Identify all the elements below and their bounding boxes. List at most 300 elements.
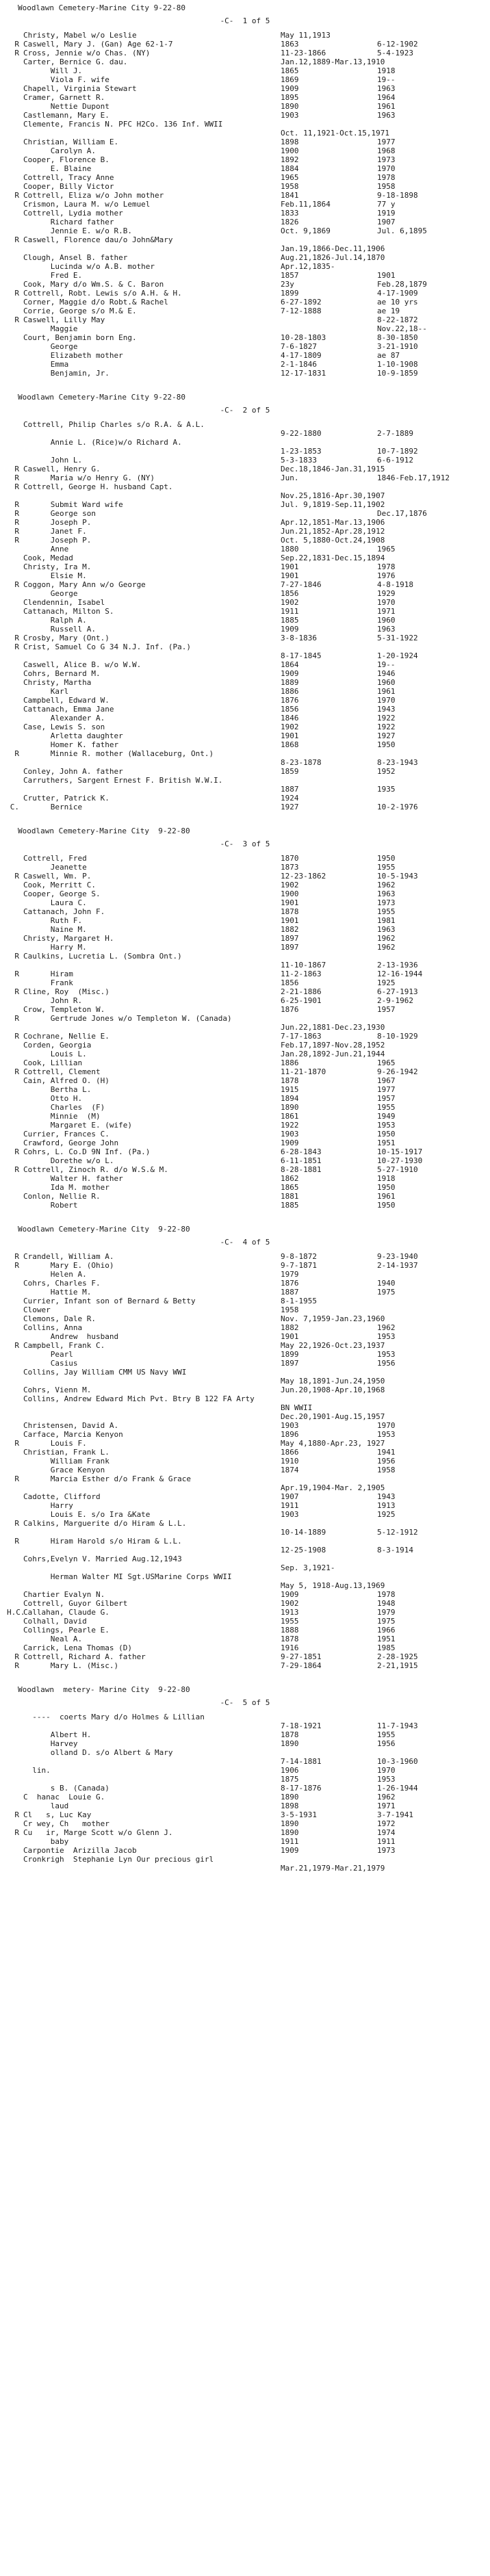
date-column-2: Dec.17,1876 <box>377 508 427 518</box>
date-column-1: 2-21-1886 <box>281 987 322 996</box>
date-column-1: 12-25-1908 <box>281 1545 326 1554</box>
date-column-1: 1873 <box>281 862 299 872</box>
name-text: Caswell, Mary J. (Gan) Age 62-1-7 <box>23 39 173 49</box>
date-column-2: 1943 <box>377 704 396 714</box>
date-column-2: 1-26-1944 <box>377 1783 418 1793</box>
date-column-2: 5-27-1910 <box>377 1165 418 1174</box>
burial-entry-row <box>7 1130 483 1139</box>
date-column-1: Feb.11,1864 <box>281 199 331 209</box>
name-text: Corrie, George s/o M.& E. <box>23 306 137 315</box>
burial-entry-row <box>7 759 483 768</box>
date-column-2: 2-21,1915 <box>377 1661 418 1670</box>
date-column-2: 1962 <box>377 1792 396 1801</box>
date-column-1: 1902 <box>281 597 299 607</box>
record-mark: R <box>14 1165 19 1174</box>
date-column-2: 5-12-1912 <box>377 1527 418 1537</box>
date-column-1: 1900 <box>281 889 299 898</box>
burial-entry-row <box>7 1253 483 1262</box>
date-column-1: 1882 <box>281 924 299 934</box>
date-column-2: 1971 <box>377 606 396 616</box>
name-text: s B. (Canada) <box>23 1783 109 1793</box>
date-column-1: 8-1-1955 <box>281 1296 317 1305</box>
name-text: Castlemann, Mary E. <box>23 110 109 120</box>
name-text: Crist, Samuel Co G 34 N.J. Inf. (Pa.) <box>23 642 192 651</box>
burial-entry-row <box>7 492 483 501</box>
burial-entry-row <box>7 1493 483 1502</box>
date-column-1: 1909 <box>281 1845 299 1855</box>
name-text: Cross, Jennie w/o Chas. (NY) <box>23 48 151 57</box>
name-text: Casius <box>23 1358 78 1368</box>
record-mark: R <box>14 1013 19 1023</box>
date-column-1: 1913 <box>281 1607 299 1617</box>
date-column-2: 8-30-1850 <box>377 333 418 342</box>
record-mark: R <box>14 499 19 509</box>
date-column-2: 1975 <box>377 1616 396 1626</box>
burial-entry-row <box>7 1201 483 1210</box>
burial-entry-row <box>7 732 483 741</box>
name-text: Cr wey, Ch mother <box>23 1819 109 1828</box>
name-text: Jeanette <box>23 862 87 872</box>
burial-entry-row <box>7 608 483 616</box>
burial-entry-row <box>7 688 483 697</box>
burial-entry-row <box>7 1095 483 1104</box>
name-text: Harry M. <box>23 942 87 952</box>
date-column-2: 1965 <box>377 544 396 554</box>
date-column-2: 1962 <box>377 880 396 889</box>
date-column-1: Nov.25,1816-Apr.30,1907 <box>281 491 385 500</box>
burial-entry-row <box>7 890 483 899</box>
date-column-1: 1906 <box>281 1765 299 1775</box>
date-column-1: 1979 <box>281 1269 299 1279</box>
date-column-2: 10-2-1976 <box>377 802 418 811</box>
burial-entry-row <box>7 138 483 147</box>
date-column-2: 4-17-1909 <box>377 288 418 298</box>
name-text: olland D. s/o Albert & Mary <box>23 1747 173 1757</box>
date-column-2: 9-26-1942 <box>377 1067 418 1076</box>
date-column-2: 10-15-1917 <box>377 1147 423 1156</box>
burial-entry-row <box>7 794 483 803</box>
date-column-1: 1902 <box>281 722 299 731</box>
burial-entry-row <box>7 1032 483 1041</box>
date-column-1: 1885 <box>281 1200 299 1210</box>
burial-entry-row <box>7 863 483 872</box>
date-column-2: 1925 <box>377 978 396 987</box>
record-mark: R <box>14 473 19 482</box>
burial-entry-row <box>7 263 483 272</box>
date-column-1: 1857 <box>281 270 299 280</box>
section-spacer <box>7 1671 483 1682</box>
burial-entry-row <box>7 590 483 599</box>
record-mark: R <box>14 1438 19 1448</box>
burial-entry-row <box>7 209 483 218</box>
date-column-1: Jun.22,1881-Dec.23,1930 <box>281 1022 385 1032</box>
record-mark: H.C. <box>7 1607 25 1617</box>
name-text: Helen A. <box>23 1269 87 1279</box>
date-column-2: 1958 <box>377 1465 396 1474</box>
date-column-2: 8-10-1929 <box>377 1031 418 1041</box>
burial-entry-row <box>7 661 483 670</box>
name-text: Chapell, Virginia Stewart <box>23 83 137 93</box>
date-column-2: 6-6-1912 <box>377 455 413 465</box>
date-column-1: 1911 <box>281 606 299 616</box>
burial-entry-row <box>7 120 483 129</box>
burial-entry-row <box>7 803 483 812</box>
burial-entry-row <box>7 741 483 750</box>
date-column-1: 1887 <box>281 784 299 794</box>
date-column-1: 1909 <box>281 1138 299 1147</box>
date-column-1: 1885 <box>281 615 299 625</box>
date-column-2: 1970 <box>377 1765 396 1775</box>
name-text: Cochrane, Nellie E. <box>23 1031 109 1041</box>
date-column-1: 1886 <box>281 686 299 696</box>
date-column-2: ae 87 <box>377 350 400 360</box>
record-mark: R <box>14 871 19 881</box>
burial-entry-row <box>7 254 483 263</box>
name-text: Cattanach, Milton S. <box>23 606 114 616</box>
name-text: Hiram <box>23 969 73 978</box>
date-column-2: 1-20-1924 <box>377 651 418 660</box>
date-column-1: 11-21-1870 <box>281 1067 326 1076</box>
record-mark: R <box>14 1260 19 1270</box>
date-column-2: 1846-Feb.17,1912 <box>377 473 450 482</box>
section-spacer <box>7 812 483 823</box>
name-text: Mary E. (Ohio) <box>23 1260 114 1270</box>
name-text: Minnie (M) <box>23 1111 101 1121</box>
name-text: Cohrs, Vienn M. <box>23 1385 92 1394</box>
name-text: Hattie M. <box>23 1287 92 1297</box>
name-text: Robert <box>23 1200 78 1210</box>
date-column-2: 1968 <box>377 146 396 155</box>
burial-entry-row <box>7 483 483 492</box>
burial-entry-row <box>7 1166 483 1175</box>
date-column-1: 9-27-1851 <box>281 1652 322 1661</box>
burial-entry-row <box>7 369 483 378</box>
burial-entry-row <box>7 1431 483 1440</box>
date-column-2: 1957 <box>377 1093 396 1103</box>
name-text: George <box>23 588 78 598</box>
burial-entry-row <box>7 227 483 236</box>
burial-entry-row <box>7 1555 483 1564</box>
date-column-1: 7-6-1827 <box>281 341 317 351</box>
name-text: Crow, Templeton W. <box>23 1004 105 1014</box>
burial-entry-row <box>7 439 483 447</box>
burial-entry-row <box>7 1342 483 1351</box>
burial-entry-row <box>7 697 483 705</box>
date-column-1: 7-29-1864 <box>281 1661 322 1670</box>
name-text: Elizabeth mother <box>23 350 123 360</box>
name-text: Carpontie Arizilla Jacob <box>23 1845 137 1855</box>
burial-entry-row <box>7 200 483 209</box>
date-column-1: Apr.12,1851-Mar.13,1906 <box>281 517 385 527</box>
burial-entry-row <box>7 1775 483 1784</box>
date-column-2: 1957 <box>377 1004 396 1014</box>
date-column-1: 1958 <box>281 1305 299 1314</box>
date-column-2: 1970 <box>377 164 396 173</box>
date-column-1: 1833 <box>281 208 299 218</box>
name-text: Collins, Jay William CMM US Navy WWI <box>23 1367 187 1377</box>
burial-entry-row <box>7 94 483 103</box>
date-column-2: 1950 <box>377 1129 396 1139</box>
date-column-1: 9-7-1871 <box>281 1260 317 1270</box>
date-column-2: 1961 <box>377 101 396 111</box>
burial-entry-row <box>7 1262 483 1271</box>
name-text: Grace Kenyon <box>23 1465 105 1474</box>
date-column-1: 9-8-1872 <box>281 1251 317 1261</box>
burial-entry-row <box>7 705 483 714</box>
date-column-2: 1922 <box>377 722 396 731</box>
date-column-2: 1953 <box>377 1331 396 1341</box>
name-text: Cu ir, Marge Scott w/o Glenn J. <box>23 1827 173 1837</box>
name-text: Calkins, Marguerite d/o Hiram & L.L. <box>23 1518 187 1528</box>
burial-entry-row <box>7 997 483 1006</box>
date-column-2: 1958 <box>377 181 396 191</box>
burial-entry-row <box>7 421 483 430</box>
date-column-1: 7-12-1888 <box>281 306 322 315</box>
record-mark: R <box>14 987 19 996</box>
burial-entry-row <box>7 1440 483 1448</box>
burial-entry-row <box>7 1077 483 1086</box>
burial-entry-row <box>7 1829 483 1838</box>
name-text: Caswell, Florence dau/o John&Mary <box>23 235 173 244</box>
burial-entry-row <box>7 1193 483 1201</box>
section-spacer <box>7 378 483 389</box>
date-column-1: 1864 <box>281 660 299 669</box>
name-text: Cattanach, Emma Jane <box>23 704 114 714</box>
burial-entry-row <box>7 147 483 156</box>
date-column-2: Feb.28,1879 <box>377 279 427 289</box>
burial-entry-row <box>7 1121 483 1130</box>
date-column-1: 3-5-1931 <box>281 1810 317 1819</box>
date-column-2: 1953 <box>377 1429 396 1439</box>
burial-entry-row <box>7 917 483 926</box>
name-text: Currier, Infant son of Bernard & Betty <box>23 1296 196 1305</box>
name-text: Walter H. father <box>23 1173 123 1183</box>
name-text: Fred E. <box>23 270 83 280</box>
burial-entry-row <box>7 447 483 456</box>
burial-entry-row <box>7 881 483 890</box>
burial-entry-row <box>7 192 483 200</box>
name-text: Ruth F. <box>23 915 83 925</box>
burial-entry-row <box>7 1457 483 1466</box>
date-column-1: 7-17-1863 <box>281 1031 322 1041</box>
name-text: Caulkins, Lucretia L. (Sombra Ont.) <box>23 951 182 961</box>
date-column-2: 1962 <box>377 933 396 943</box>
name-text: Colhall, David <box>23 1616 87 1626</box>
name-text: Mary L. (Misc.) <box>23 1661 119 1670</box>
name-text: Louis L. <box>23 1049 87 1058</box>
burial-entry-row <box>7 519 483 528</box>
burial-entry-row <box>7 1564 483 1573</box>
date-column-1: 1869 <box>281 75 299 84</box>
name-text: Collings, Pearle E. <box>23 1625 109 1635</box>
date-column-1: Jan.28,1892-Jun.21,1944 <box>281 1049 385 1058</box>
name-text: Crismon, Laura M. w/o Lemuel <box>23 199 151 209</box>
date-column-2: 1948 <box>377 1598 396 1608</box>
date-column-2: 1961 <box>377 686 396 696</box>
date-column-1: 8-28-1881 <box>281 1165 322 1174</box>
burial-entry-row <box>7 1315 483 1324</box>
date-column-1: 1876 <box>281 1278 299 1288</box>
record-mark: R <box>14 517 19 527</box>
date-column-1: 10-14-1889 <box>281 1527 326 1537</box>
date-column-1: Jan.19,1866-Dec.11,1906 <box>281 244 385 253</box>
name-text: Cottrell, Zinoch R. d/o W.S.& M. <box>23 1165 168 1174</box>
burial-entry-row <box>7 1448 483 1457</box>
name-text: Cooper, Florence B. <box>23 155 109 164</box>
name-text: George <box>23 341 78 351</box>
burial-entry-row <box>7 174 483 183</box>
burial-entry-row <box>7 1386 483 1395</box>
burial-entry-row <box>7 1324 483 1333</box>
name-text: Currier, Frances C. <box>23 1129 109 1139</box>
date-column-2: 1962 <box>377 942 396 952</box>
record-mark: R <box>14 48 19 57</box>
burial-entry-row <box>7 1475 483 1484</box>
date-column-2: 1963 <box>377 624 396 634</box>
name-text: Campbell, Frank C. <box>23 1340 105 1350</box>
date-column-1: 11-2-1863 <box>281 969 322 978</box>
date-column-1: 9-22-1880 <box>281 428 322 438</box>
record-mark: R <box>14 288 19 298</box>
date-column-1: 1890 <box>281 1819 299 1828</box>
name-text: Caswell, Henry G. <box>23 464 101 473</box>
burial-entry-row <box>7 944 483 952</box>
burial-entry-row <box>7 218 483 227</box>
name-text: William Frank <box>23 1456 109 1466</box>
date-column-2: 9-23-1940 <box>377 1251 418 1261</box>
burial-entry-row <box>7 352 483 361</box>
date-column-2: 1976 <box>377 571 396 580</box>
date-column-2: 1963 <box>377 110 396 120</box>
date-column-2: 10-27-1930 <box>377 1156 423 1165</box>
date-column-1: 1924 <box>281 793 299 803</box>
burial-entry-row <box>7 1395 483 1404</box>
date-column-2: 1977 <box>377 1084 396 1094</box>
date-column-2: 1950 <box>377 1200 396 1210</box>
burial-entry-row <box>7 1713 483 1722</box>
date-column-2: 1919 <box>377 208 396 218</box>
burial-entry-row <box>7 1279 483 1288</box>
name-text: Louis E. s/o Ira &Kate <box>23 1509 151 1519</box>
date-column-2: 1963 <box>377 924 396 934</box>
burial-entry-row <box>7 1139 483 1148</box>
name-text: Crandell, William A. <box>23 1251 114 1261</box>
burial-entry-row <box>7 129 483 138</box>
date-column-1: Apr.12,1835- <box>281 261 335 271</box>
page-number-mark: -C- 3 of 5 <box>220 839 270 848</box>
date-column-2: 1974 <box>377 1827 396 1837</box>
record-mark: R <box>14 1827 19 1837</box>
burial-entry-row <box>7 970 483 979</box>
date-column-1: 1909 <box>281 624 299 634</box>
burial-entry-row <box>7 926 483 935</box>
burial-entry-row <box>7 1059 483 1068</box>
date-column-1: 1901 <box>281 731 299 740</box>
burial-entry-row <box>7 1520 483 1528</box>
name-text: Cline, Roy (Misc.) <box>23 987 109 996</box>
name-text: Ida M. mother <box>23 1182 109 1192</box>
burial-entry-row <box>7 1041 483 1050</box>
record-mark: R <box>14 526 19 536</box>
date-column-1: BN WWII <box>281 1403 313 1412</box>
record-mark: R <box>14 1536 19 1546</box>
date-column-1: 1903 <box>281 1420 299 1430</box>
date-column-2: 1975 <box>377 1287 396 1297</box>
burial-entry-row <box>7 1528 483 1537</box>
burial-entry-row <box>7 952 483 961</box>
date-column-2: 1978 <box>377 562 396 571</box>
date-column-1: 1841 <box>281 190 299 200</box>
date-column-1: 1861 <box>281 1111 299 1121</box>
record-mark: R <box>14 315 19 324</box>
burial-entry-row <box>7 1271 483 1279</box>
name-text: Christy, Martha <box>23 677 92 687</box>
name-text: Minnie R. mother (Wallaceburg, Ont.) <box>23 749 214 758</box>
burial-entry-row <box>7 501 483 510</box>
burial-entry-row <box>7 1537 483 1546</box>
burial-entry-row <box>7 1024 483 1032</box>
name-text: Corden, Georgia <box>23 1040 92 1050</box>
burial-entry-row <box>7 334 483 343</box>
date-column-2: 2-7-1889 <box>377 428 413 438</box>
burial-entry-row <box>7 1609 483 1617</box>
burial-entry-row <box>7 1068 483 1077</box>
date-column-1: 6-27-1892 <box>281 297 322 307</box>
date-column-1: 1890 <box>281 1827 299 1837</box>
burial-entry-row <box>7 536 483 545</box>
date-column-1: 1846 <box>281 713 299 723</box>
page-header: Woodlawn Cemetery-Marine City 9-22-80 <box>18 3 186 12</box>
name-text: Carolyn A. <box>23 146 96 155</box>
burial-entry-row <box>7 465 483 474</box>
name-text: John L. <box>23 455 83 465</box>
date-column-1: 1890 <box>281 101 299 111</box>
date-column-1: 1895 <box>281 92 299 102</box>
record-mark: R <box>14 39 19 49</box>
date-column-1: 2-1-1846 <box>281 359 317 369</box>
date-column-1: 1901 <box>281 898 299 907</box>
name-text: Viola F. wife <box>23 75 109 84</box>
date-column-2: 1950 <box>377 740 396 749</box>
name-text: Christian, Frank L. <box>23 1447 109 1457</box>
name-text: Caswell, Wm. P. <box>23 871 92 881</box>
burial-entry-row <box>7 1006 483 1015</box>
burial-entry-row <box>7 1617 483 1626</box>
name-text: Cottrell, Guyor Gilbert <box>23 1598 128 1608</box>
date-column-1: Oct. 5,1880-Oct.24,1908 <box>281 535 385 545</box>
date-column-1: 7-18-1921 <box>281 1721 322 1730</box>
record-mark: R <box>14 464 19 473</box>
record-mark: R <box>14 1251 19 1261</box>
date-column-1: 1880 <box>281 544 299 554</box>
date-column-1: Oct. 11,1921-Oct.15,1971 <box>281 128 389 138</box>
burial-entry-row <box>7 908 483 917</box>
burial-entry-row <box>7 156 483 165</box>
burial-entry-row <box>7 1377 483 1386</box>
date-column-1: May 4,1880-Apr.23, 1927 <box>281 1438 385 1448</box>
date-column-1: 1902 <box>281 880 299 889</box>
burial-entry-row <box>7 528 483 536</box>
date-column-2: 1953 <box>377 1120 396 1130</box>
date-column-2: 1971 <box>377 1801 396 1810</box>
date-column-1: 1888 <box>281 1625 299 1635</box>
date-column-1: 1896 <box>281 1429 299 1439</box>
section-spacer <box>7 1210 483 1221</box>
name-text: Richard father <box>23 217 114 226</box>
date-column-1: 6-28-1843 <box>281 1147 322 1156</box>
name-text: Charles (F) <box>23 1102 105 1112</box>
name-text: Herman Walter MI Sgt.USMarine Corps WWII <box>23 1572 232 1581</box>
